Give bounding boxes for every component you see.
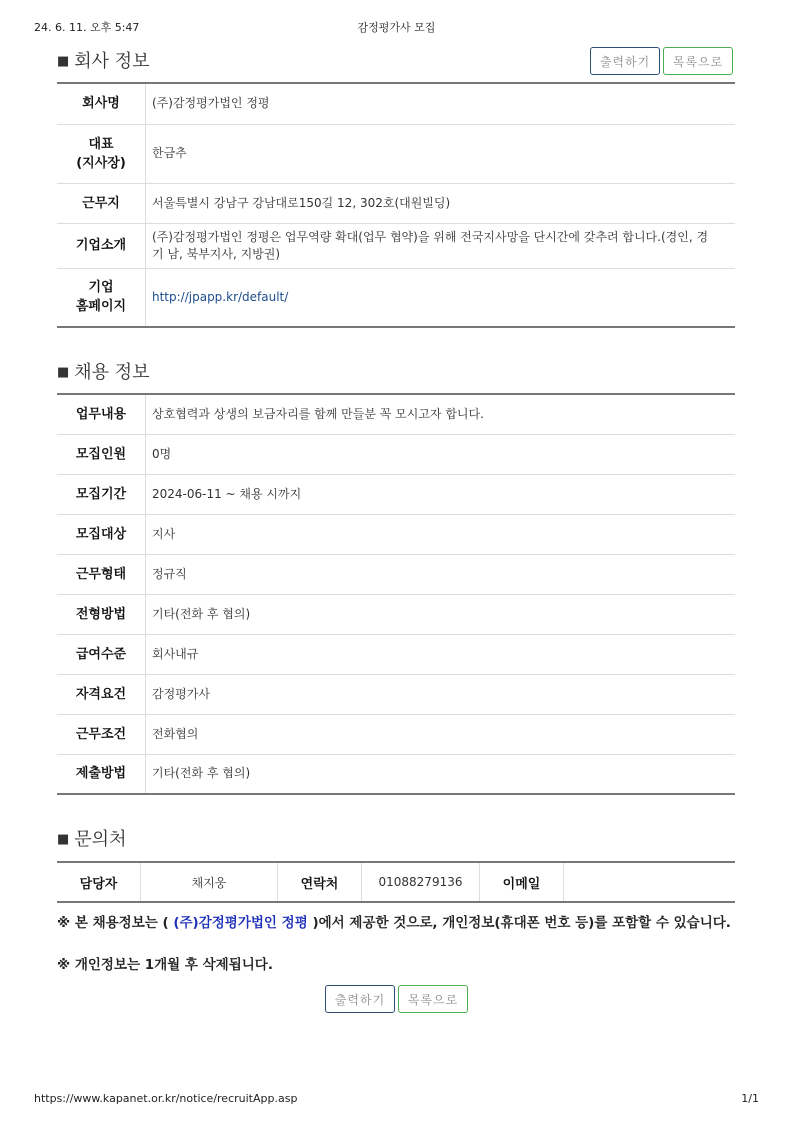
salary-value: 회사내규 bbox=[146, 634, 736, 674]
qualification-label: 자격요건 bbox=[57, 674, 146, 714]
notice-text-end: )에서 제공한 것으로, 개인정보(휴대폰 번호 등)를 포함할 수 있습니다. bbox=[307, 915, 731, 931]
print-button-bottom[interactable]: 출력하기 bbox=[325, 985, 395, 1013]
company-section-title bbox=[57, 47, 150, 73]
homepage-value bbox=[146, 268, 736, 327]
company-intro-label: 기업소개 bbox=[57, 223, 146, 268]
table-row bbox=[57, 714, 735, 754]
company-name-label: 회사명 bbox=[57, 83, 146, 124]
square-bullet-icon: ■ bbox=[57, 365, 70, 380]
table-row bbox=[57, 434, 735, 474]
list-button-top[interactable]: 목록으로 bbox=[663, 47, 733, 75]
table-row bbox=[57, 124, 735, 183]
work-condition-value: 전화협의 bbox=[146, 714, 736, 754]
table-row bbox=[57, 634, 735, 674]
print-button-top[interactable]: 출력하기 bbox=[590, 47, 660, 75]
list-button-bottom[interactable]: 목록으로 bbox=[398, 985, 468, 1013]
table-row bbox=[57, 268, 735, 327]
workplace-label: 근무지 bbox=[57, 183, 146, 223]
selection-method-value: 기타(전화 후 협의) bbox=[146, 594, 736, 634]
notice-company-name: (주)감정평가법인 정평 bbox=[173, 915, 308, 931]
contact-table bbox=[57, 861, 735, 903]
privacy-notice bbox=[57, 913, 737, 933]
contact-email-label: 이메일 bbox=[480, 862, 564, 902]
job-description-label: 업무내용 bbox=[57, 394, 146, 434]
selection-method-label: 전형방법 bbox=[57, 594, 146, 634]
print-footer-page: 1/1 bbox=[741, 1092, 759, 1105]
company-section-label: 회사 정보 bbox=[74, 51, 150, 72]
contact-section-title bbox=[57, 825, 126, 851]
period-label: 모집기간 bbox=[57, 474, 146, 514]
headcount-label: 모집인원 bbox=[57, 434, 146, 474]
employment-type-value: 정규직 bbox=[146, 554, 736, 594]
contact-section-label: 문의처 bbox=[74, 829, 127, 850]
print-footer-url: https://www.kapanet.or.kr/notice/recruitApp.asp bbox=[34, 1092, 298, 1105]
privacy-deletion-notice: ※ 개인정보는 1개월 후 삭제됩니다. bbox=[57, 957, 273, 973]
employment-type-label: 근무형태 bbox=[57, 554, 146, 594]
table-row bbox=[57, 754, 735, 794]
recruit-section-label: 채용 정보 bbox=[74, 362, 150, 383]
qualification-value: 감정평가사 bbox=[146, 674, 736, 714]
workplace-value: 서울특별시 강남구 강남대로150길 12, 302호(대원빌딩) bbox=[146, 183, 736, 223]
square-bullet-icon: ■ bbox=[57, 54, 70, 69]
homepage-link[interactable]: http://jpapp.kr/default/ bbox=[152, 289, 289, 304]
table-row bbox=[57, 83, 735, 124]
target-label: 모집대상 bbox=[57, 514, 146, 554]
contact-phone-label: 연락처 bbox=[278, 862, 362, 902]
recruit-section-title bbox=[57, 358, 150, 384]
contact-email-value bbox=[564, 862, 736, 902]
notice-text-start: ※ 본 채용정보는 ( bbox=[57, 915, 174, 931]
company-name-value: (주)감정평가법인 정평 bbox=[146, 83, 736, 124]
table-row bbox=[57, 594, 735, 634]
table-row bbox=[57, 474, 735, 514]
ceo-value: 한금추 bbox=[146, 124, 736, 183]
recruit-info-table bbox=[57, 393, 735, 795]
homepage-label: 기업 홈페이지 bbox=[57, 268, 146, 327]
table-row bbox=[57, 394, 735, 434]
square-bullet-icon: ■ bbox=[57, 832, 70, 847]
headcount-value: 0명 bbox=[146, 434, 736, 474]
salary-label: 급여수준 bbox=[57, 634, 146, 674]
submission-method-value: 기타(전화 후 협의) bbox=[152, 766, 251, 781]
table-row bbox=[57, 223, 735, 268]
company-info-table bbox=[57, 82, 735, 328]
contact-person-value: 채지웅 bbox=[141, 862, 278, 902]
work-condition-label: 근무조건 bbox=[57, 714, 146, 754]
table-row bbox=[57, 183, 735, 223]
period-value: 2024-06-11 ~ 채용 시까지 bbox=[146, 474, 736, 514]
print-datetime: 24. 6. 11. 오후 5:47 bbox=[34, 21, 140, 34]
target-value: 지사 bbox=[146, 514, 736, 554]
submission-method-label: 제출방법 bbox=[57, 754, 146, 794]
company-intro-value: (주)감정평가법인 정평은 업무역량 확대(업무 협약)을 위해 전국지사망을 단시간에 갖추려 합니다.(경인, 경기 남, 북부지사, 지방권) bbox=[146, 223, 736, 268]
job-description-value: 상호협력과 상생의 보금자리를 함께 만들분 꼭 모시고자 합니다. bbox=[146, 394, 736, 434]
ceo-label: 대표 (지사장) bbox=[57, 124, 146, 183]
table-row bbox=[57, 674, 735, 714]
contact-person-label: 담당자 bbox=[57, 862, 141, 902]
print-page-title: 감정평가사 모집 bbox=[357, 21, 436, 34]
table-row bbox=[57, 514, 735, 554]
table-row bbox=[57, 554, 735, 594]
contact-phone-value: 01088279136 bbox=[362, 862, 480, 902]
